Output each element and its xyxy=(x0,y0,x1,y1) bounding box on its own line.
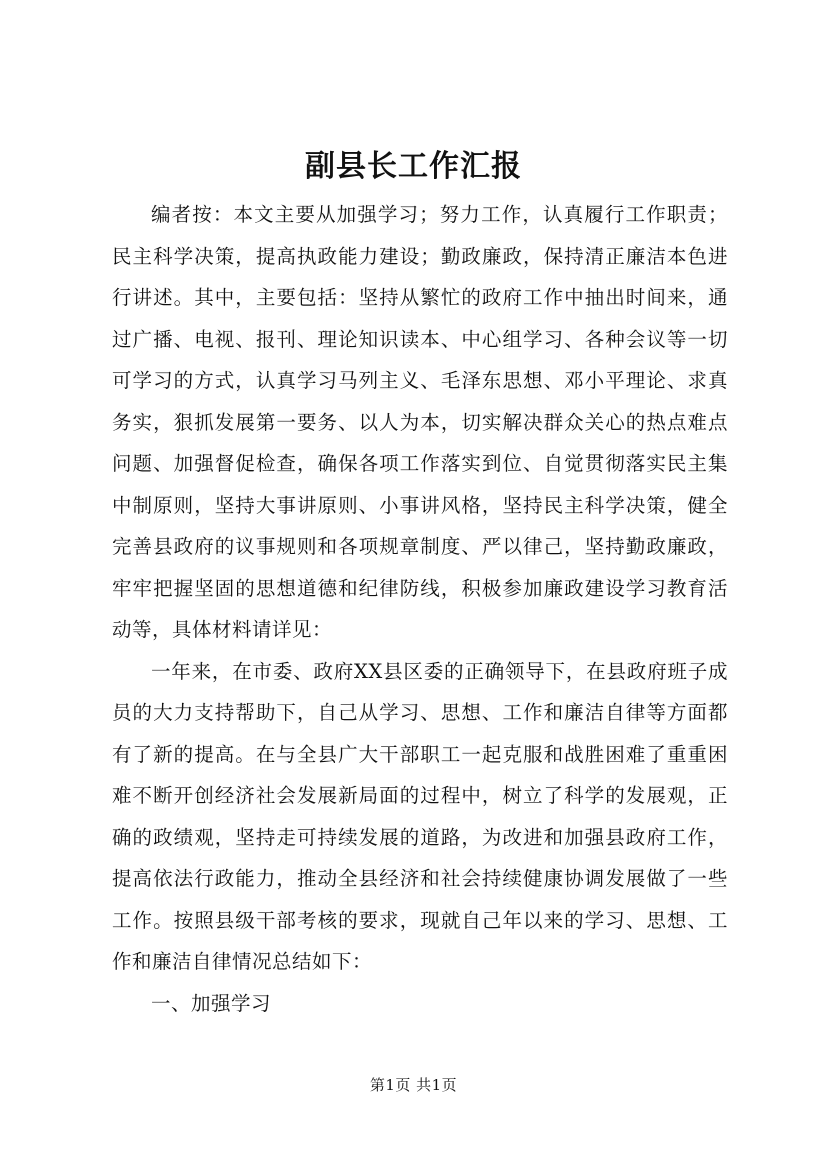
intro-paragraph: 一年来，在市委、政府XX县区委的正确领导下，在县政府班子成员的大力支持帮助下，自己从学习、思想、工作和廉洁自律等方面都有了新的提高。在与全县广大干部职工一起克服和战胜困难了重重困难不断开创经济社会发展新局面的过程中，树立了科学的发展观，正确的政绩观，坚持走可持续发展的道路，为改进和加强县政府工作，提高依法行政能力，推动全县经济和社会持续健康协调发展做了一些工作。按照县级干部考核的要求，现就自己年以来的学习、思想、工作和廉洁自律情况总结如下： xyxy=(112,659,728,973)
document-body xyxy=(112,194,728,1024)
page-number-footer: 第1页 共1页 xyxy=(369,1076,458,1094)
editor-note-paragraph: 编者按：本文主要从加强学习；努力工作，认真履行工作职责；民主科学决策，提高执政能力建设；勤政廉政，保持清正廉洁本色进行讲述。其中，主要包括：坚持从繁忙的政府工作中抽出时间来，通过广播、电视、报刊、理论知识读本、中心组学习、各种会议等一切可学习的方式，认真学习马列主义、毛泽东思想、邓小平理论、求真务实，狠抓发展第一要务、以人为本，切实解决群众关心的热点难点问题、加强督促检查，确保各项工作落实到位、自觉贯彻落实民主集中制原则，坚持大事讲原则、小事讲风格，坚持民主科学决策，健全完善县政府的议事规则和各项规章制度、严以律己，坚持勤政廉政，牢牢把握坚固的思想道德和纪律防线，积极参加廉政建设学习教育活动等，具体材料请详见： xyxy=(112,203,728,641)
section-heading-study: 一、加强学习 xyxy=(151,991,272,1015)
document-title: 副县长工作汇报 xyxy=(305,149,522,184)
